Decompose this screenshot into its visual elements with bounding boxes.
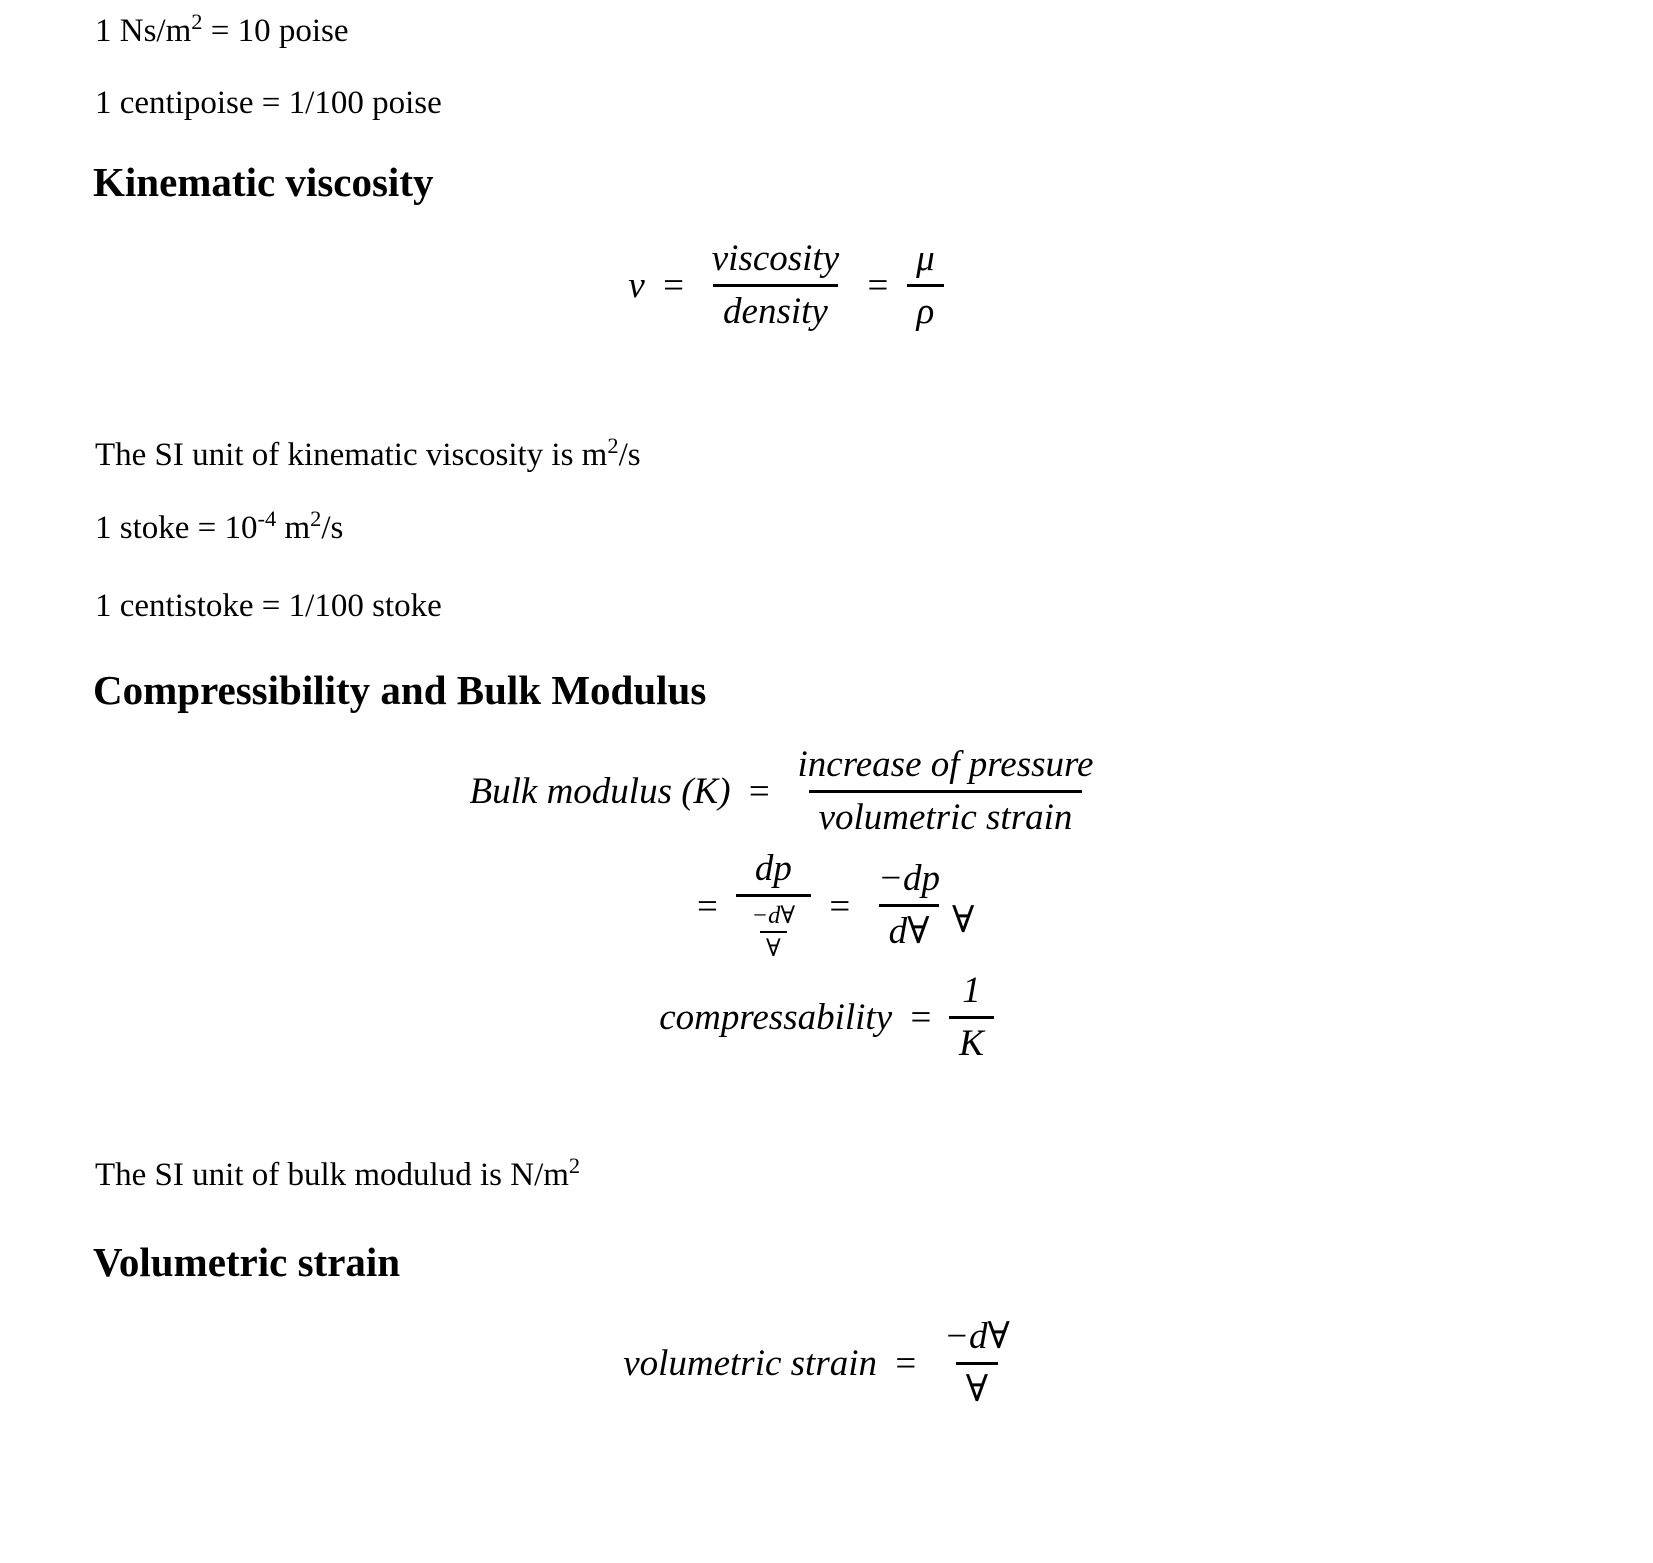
fraction-denominator: d∀ — [879, 904, 940, 952]
line-centistoke — [95, 588, 442, 625]
formula-kinematic-viscosity — [0, 240, 1613, 332]
line-text: 1 Ns/m — [95, 13, 192, 49]
formula-bulk-modulus-definition — [0, 746, 1613, 838]
fraction-denominator: K — [949, 1016, 994, 1064]
fraction-negdv-v — [934, 1318, 1020, 1410]
line-text: 1 centistoke = 1/100 stoke — [95, 588, 442, 624]
superscript: 2 — [607, 433, 619, 458]
fraction-denominator: density — [713, 284, 838, 332]
fraction-numerator: 1 — [962, 970, 981, 1011]
fraction-dp-over-subfraction — [736, 850, 811, 962]
volume-factor-symbol: ∀ — [951, 900, 975, 942]
formula-bulk-modulus-dp — [0, 850, 1653, 962]
equals-sign: = — [865, 265, 891, 307]
line-text: The SI unit of bulk modulud is N/m — [95, 1157, 569, 1193]
line-text: 1 centipoise = 1/100 poise — [95, 85, 442, 121]
line-si-kinematic — [95, 433, 641, 474]
equals-sign: = — [827, 885, 853, 927]
fraction-mu-rho — [906, 240, 945, 332]
line-text: = 10 poise — [202, 13, 349, 49]
fraction-denominator: ∀ — [956, 1362, 998, 1410]
nested-fraction — [746, 903, 801, 962]
fraction-numerator: dp — [754, 848, 792, 889]
math-lhs: compressability — [659, 997, 893, 1039]
fraction-numerator: −dp — [878, 858, 940, 900]
fraction-one-over-k — [949, 972, 994, 1064]
superscript: 2 — [191, 9, 203, 34]
fraction-denominator: ρ — [907, 284, 945, 332]
fraction-numerator: −d∀ — [944, 1316, 1010, 1357]
heading-kinematic-viscosity: Kinematic viscosity — [93, 159, 434, 205]
fraction-viscosity-density — [702, 240, 849, 332]
equals-sign: = — [746, 771, 772, 813]
equals-sign: = — [908, 997, 934, 1039]
fraction-denominator: ∀ — [760, 931, 787, 962]
formula-compressibility — [0, 972, 1653, 1064]
heading-volumetric-strain: Volumetric strain — [93, 1239, 401, 1285]
math-lhs: volumetric strain — [623, 1343, 878, 1385]
line-centipoise — [95, 85, 442, 122]
fraction-pressure-strain — [788, 746, 1104, 838]
fraction-numerator: viscosity — [711, 238, 840, 279]
line-stoke — [95, 506, 344, 547]
equals-sign: = — [694, 885, 720, 927]
line-text: The SI unit of kinematic viscosity is m — [95, 437, 608, 473]
line-text: /s — [618, 437, 641, 473]
fraction-denominator — [736, 894, 811, 962]
superscript: 2 — [568, 1153, 581, 1178]
line-si-bulk — [95, 1153, 581, 1194]
fraction-negdp-dv — [868, 860, 950, 952]
formula-volumetric-strain — [0, 1318, 1648, 1410]
fraction-numerator: μ — [916, 238, 935, 279]
line-text: m — [276, 510, 311, 546]
superscript: 2 — [310, 506, 322, 531]
heading-compressibility-bulk-modulus: Compressibility and Bulk Modulus — [93, 667, 707, 713]
math-lhs: Bulk modulus (K) — [469, 771, 731, 813]
equals-sign: = — [660, 265, 686, 307]
line-text: /s — [321, 510, 344, 546]
fraction-denominator: volumetric strain — [809, 790, 1083, 838]
fraction-numerator: increase of pressure — [797, 744, 1094, 785]
line-ns-poise — [95, 9, 349, 50]
math-lhs: ν — [628, 265, 645, 307]
fraction-numerator: −d∀ — [751, 901, 796, 929]
line-text: 1 stoke = 10 — [95, 510, 258, 546]
superscript: -4 — [257, 506, 277, 531]
equals-sign: = — [893, 1343, 918, 1385]
